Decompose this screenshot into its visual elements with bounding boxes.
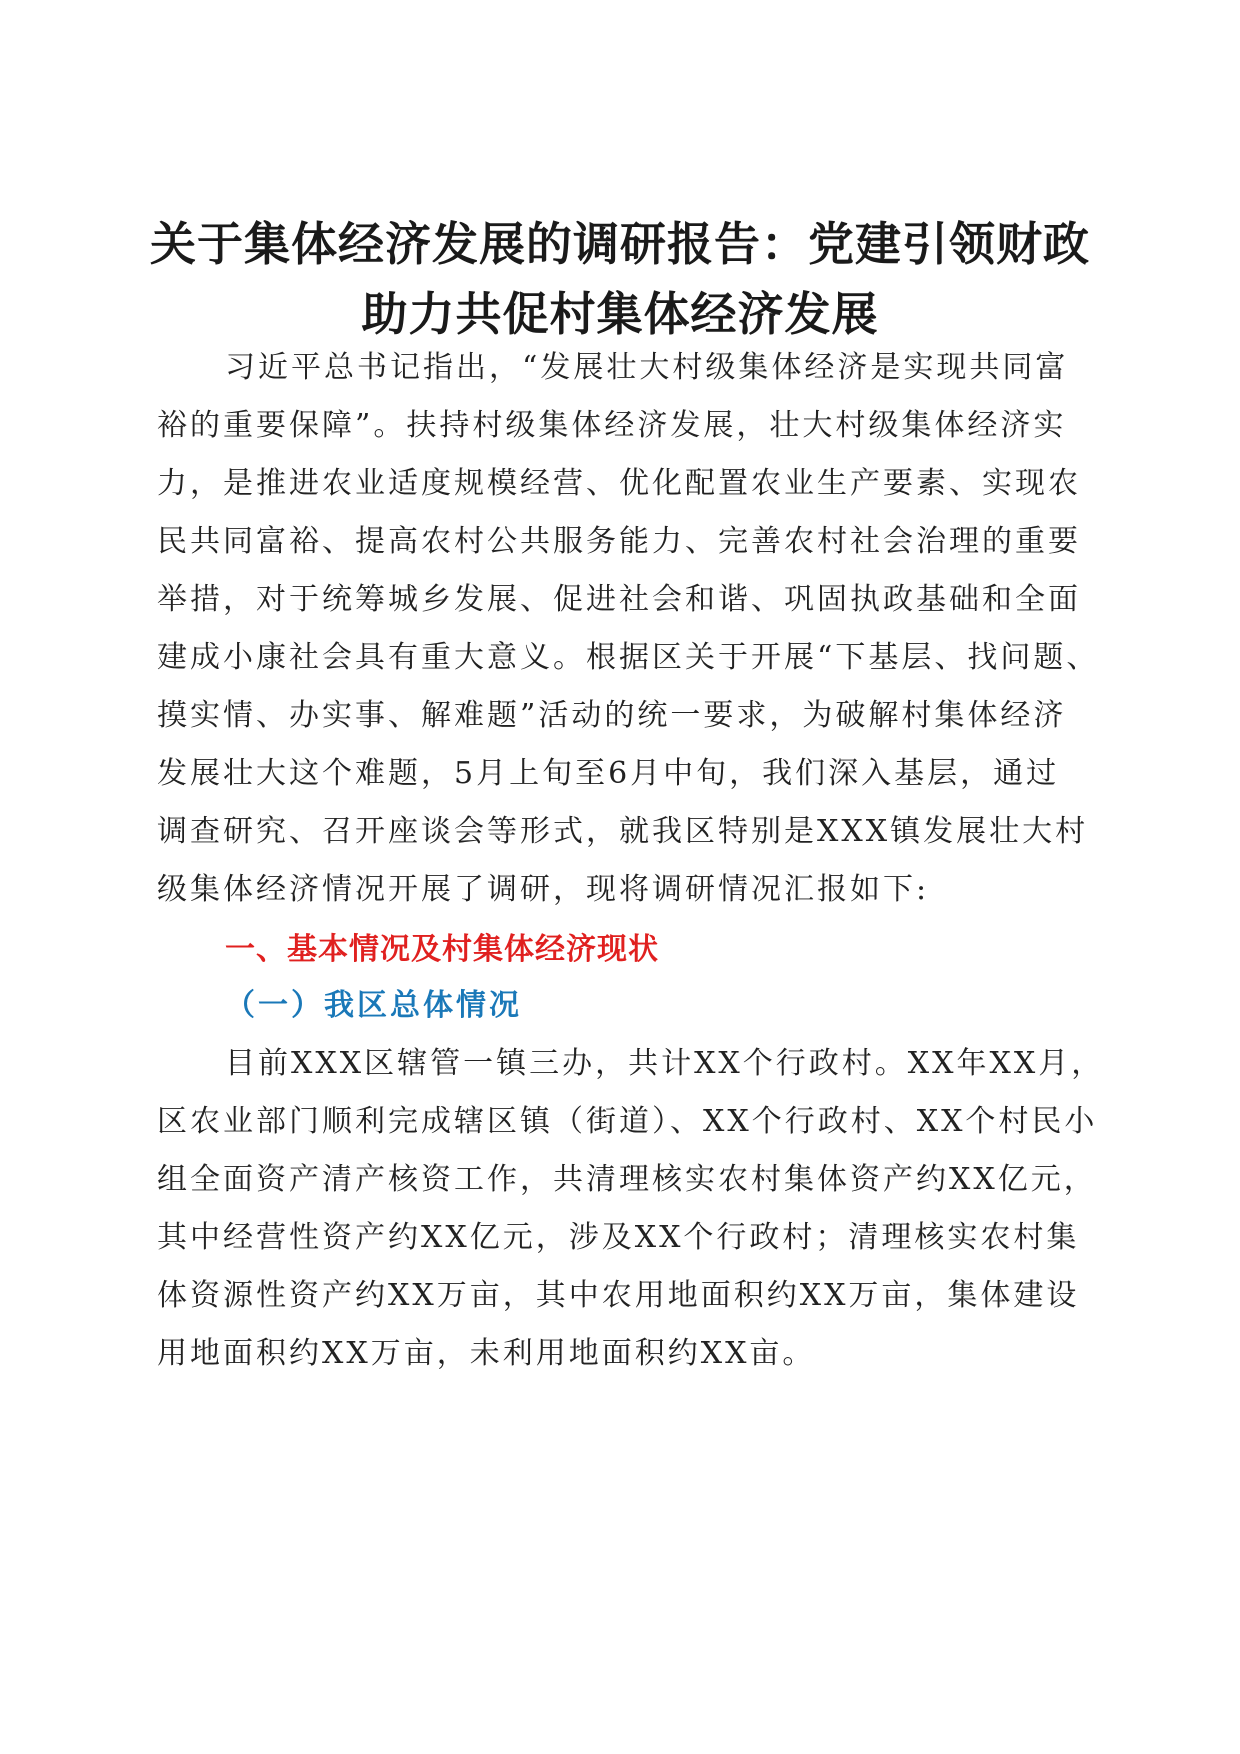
intro-line-7: 摸实情、办实事、解难题”活动的统一要求，为破解村集体经济 — [157, 698, 1067, 733]
section-1-line-2: 区农业部门顺利完成辖区镇（街道）、XX个行政村、XX个村民小 — [157, 1104, 1098, 1139]
intro-line-3: 力，是推进农业适度规模经营、优化配置农业生产要素、实现农 — [157, 466, 1081, 501]
intro-line-8: 发展壮大这个难题，5月上旬至6月中旬，我们深入基层，通过 — [157, 756, 1060, 791]
section-1-line-6: 用地面积约XX万亩，未利用地面积约XX亩。 — [157, 1336, 816, 1371]
intro-line-9: 调查研究、召开座谈会等形式，就我区特别是XXX镇发展壮大村 — [157, 814, 1089, 849]
section-heading-1: 一、基本情况及村集体经济现状 — [225, 932, 659, 967]
intro-line-10: 级集体经济情况开展了调研，现将调研情况汇报如下: — [157, 872, 930, 907]
intro-line-6: 建成小康社会具有重大意义。根据区关于开展“下基层、找问题、 — [157, 640, 1100, 675]
intro-line-4: 民共同富裕、提高农村公共服务能力、完善农村社会治理的重要 — [157, 524, 1081, 559]
section-1-line-5: 体资源性资产约XX万亩，其中农用地面积约XX万亩，集体建设 — [157, 1278, 1080, 1313]
intro-line-2: 裕的重要保障”。扶持村级集体经济发展，壮大村级集体经济实 — [157, 408, 1067, 443]
section-1-line-4: 其中经营性资产约XX亿元，涉及XX个行政村；清理核实农村集 — [157, 1220, 1080, 1255]
section-1-line-1: 目前XXX区辖管一镇三办，共计XX个行政村。XX年XX月， — [225, 1046, 1105, 1081]
document-title-line-2: 助力共促村集体经济发展 — [361, 287, 879, 341]
intro-line-1: 习近平总书记指出，“发展壮大村级集体经济是实现共同富 — [225, 350, 1069, 385]
intro-line-5: 举措，对于统筹城乡发展、促进社会和谐、巩固执政基础和全面 — [157, 582, 1081, 617]
subsection-heading-1: （一）我区总体情况 — [225, 988, 522, 1023]
document-title-line-1: 关于集体经济发展的调研报告：党建引领财政 — [150, 217, 1090, 271]
section-1-line-3: 组全面资产清产核资工作，共清理核实农村集体资产约XX亿元， — [157, 1162, 1097, 1197]
